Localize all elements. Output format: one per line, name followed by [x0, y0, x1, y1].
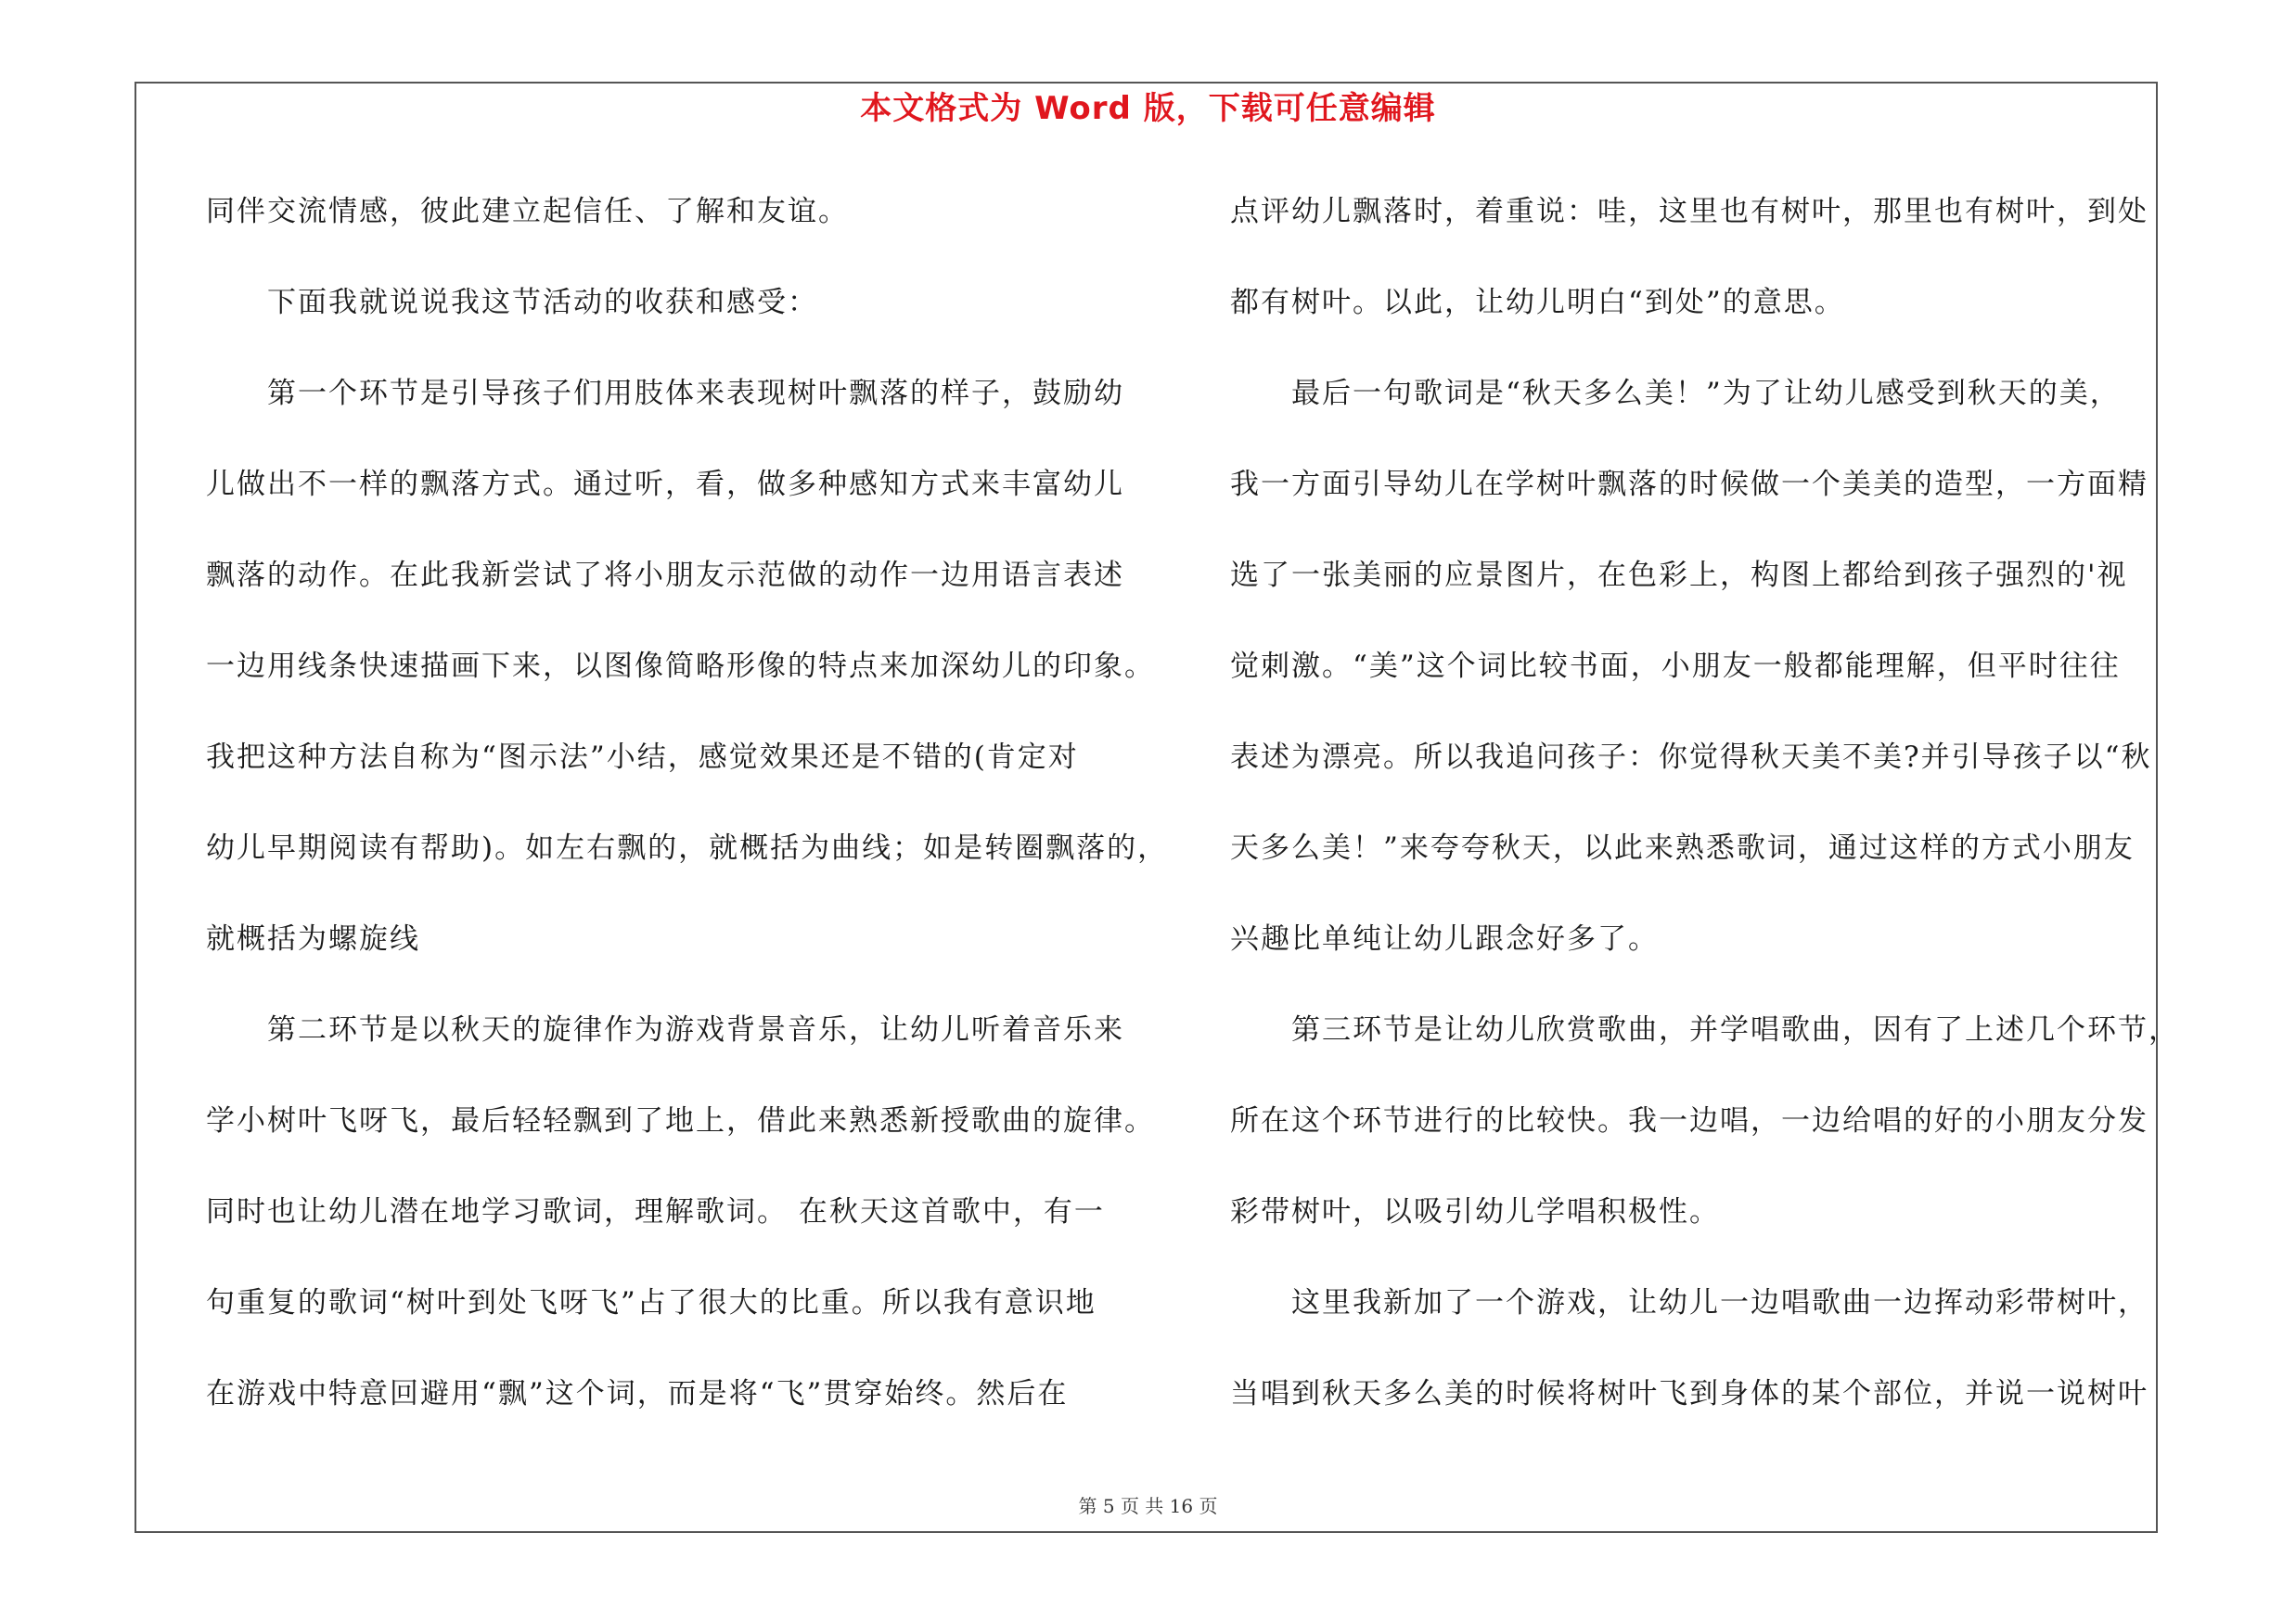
right-line-5: 选了一张美丽的应景图片，在色彩上，构图上都给到孩子强烈的'视 — [1230, 559, 2128, 592]
document-header-title: 本文格式为 Word 版，下载可任意编辑 — [860, 90, 1436, 127]
right-line-4: 我一方面引导幼儿在学树叶飘落的时候做一个美美的造型，一方面精 — [1230, 468, 2148, 501]
right-line-13: 这里我新加了一个游戏，让幼儿一边唱歌曲一边挥动彩带树叶， — [1291, 1286, 2148, 1320]
right-line-7: 表述为漂亮。所以我追问孩子：你觉得秋天美不美?并引导孩子以“秋 — [1230, 741, 2152, 774]
left-line-13: 句重复的歌词“树叶到处飞呀飞”占了很大的比重。所以我有意识地 — [206, 1286, 1097, 1320]
left-column — [206, 186, 1169, 1459]
left-line-2: 下面我就说说我这节活动的收获和感受： — [267, 286, 818, 319]
left-line-5: 飘落的动作。在此我新尝试了将小朋友示范做的动作一边用语言表述 — [206, 559, 1124, 592]
right-line-6: 觉刺激。“美”这个词比较书面，小朋友一般都能理解，但平时往往 — [1230, 650, 2121, 683]
right-line-1: 点评幼儿飘落时，着重说：哇，这里也有树叶，那里也有树叶，到处 — [1230, 195, 2148, 228]
right-line-11: 所在这个环节进行的比较快。我一边唱，一边给唱的好的小朋友分发 — [1230, 1104, 2148, 1138]
left-line-8: 幼儿早期阅读有帮助)。如左右飘的，就概括为曲线；如是转圈飘落的， — [206, 831, 1169, 865]
right-line-14: 当唱到秋天多么美的时候将树叶飞到身体的某个部位，并说一说树叶 — [1230, 1377, 2148, 1410]
right-line-3: 最后一句歌词是“秋天多么美！”为了让幼儿感受到秋天的美， — [1291, 377, 2121, 410]
left-line-9: 就概括为螺旋线 — [206, 922, 420, 956]
right-line-10: 第三环节是让幼儿欣赏歌曲，并学唱歌曲，因有了上述几个环节， — [1291, 1013, 2179, 1047]
left-line-6: 一边用线条快速描画下来，以图像简略形像的特点来加深幼儿的印象。 — [206, 650, 1155, 683]
right-line-2: 都有树叶。以此，让幼儿明白“到处”的意思。 — [1230, 286, 1845, 319]
right-line-9: 兴趣比单纯让幼儿跟念好多了。 — [1230, 922, 1659, 956]
left-line-11: 学小树叶飞呀飞，最后轻轻飘到了地上，借此来熟悉新授歌曲的旋律。 — [206, 1104, 1155, 1138]
left-line-3: 第一个环节是引导孩子们用肢体来表现树叶飘落的样子，鼓励幼 — [267, 377, 1124, 410]
right-line-12: 彩带树叶，以吸引幼儿学唱积极性。 — [1230, 1195, 1720, 1229]
right-column — [1230, 186, 2179, 1459]
left-line-14: 在游戏中特意回避用“飘”这个词，而是将“飞”贯穿始终。然后在 — [206, 1377, 1069, 1410]
left-line-7: 我把这种方法自称为“图示法”小结，感觉效果还是不错的(肯定对 — [206, 741, 1079, 774]
left-line-4: 儿做出不一样的飘落方式。通过听，看，做多种感知方式来丰富幼儿 — [206, 468, 1124, 501]
left-line-10: 第二环节是以秋天的旋律作为游戏背景音乐，让幼儿听着音乐来 — [267, 1013, 1124, 1047]
left-line-1: 同伴交流情感，彼此建立起信任、了解和友谊。 — [206, 195, 849, 228]
left-line-12: 同时也让幼儿潜在地学习歌词，理解歌词。 在秋天这首歌中，有一 — [206, 1195, 1105, 1229]
page-number-footer: 第 5 页 共 16 页 — [1078, 1495, 1218, 1517]
right-line-8: 天多么美！”来夸夸秋天，以此来熟悉歌词，通过这样的方式小朋友 — [1230, 831, 2135, 865]
